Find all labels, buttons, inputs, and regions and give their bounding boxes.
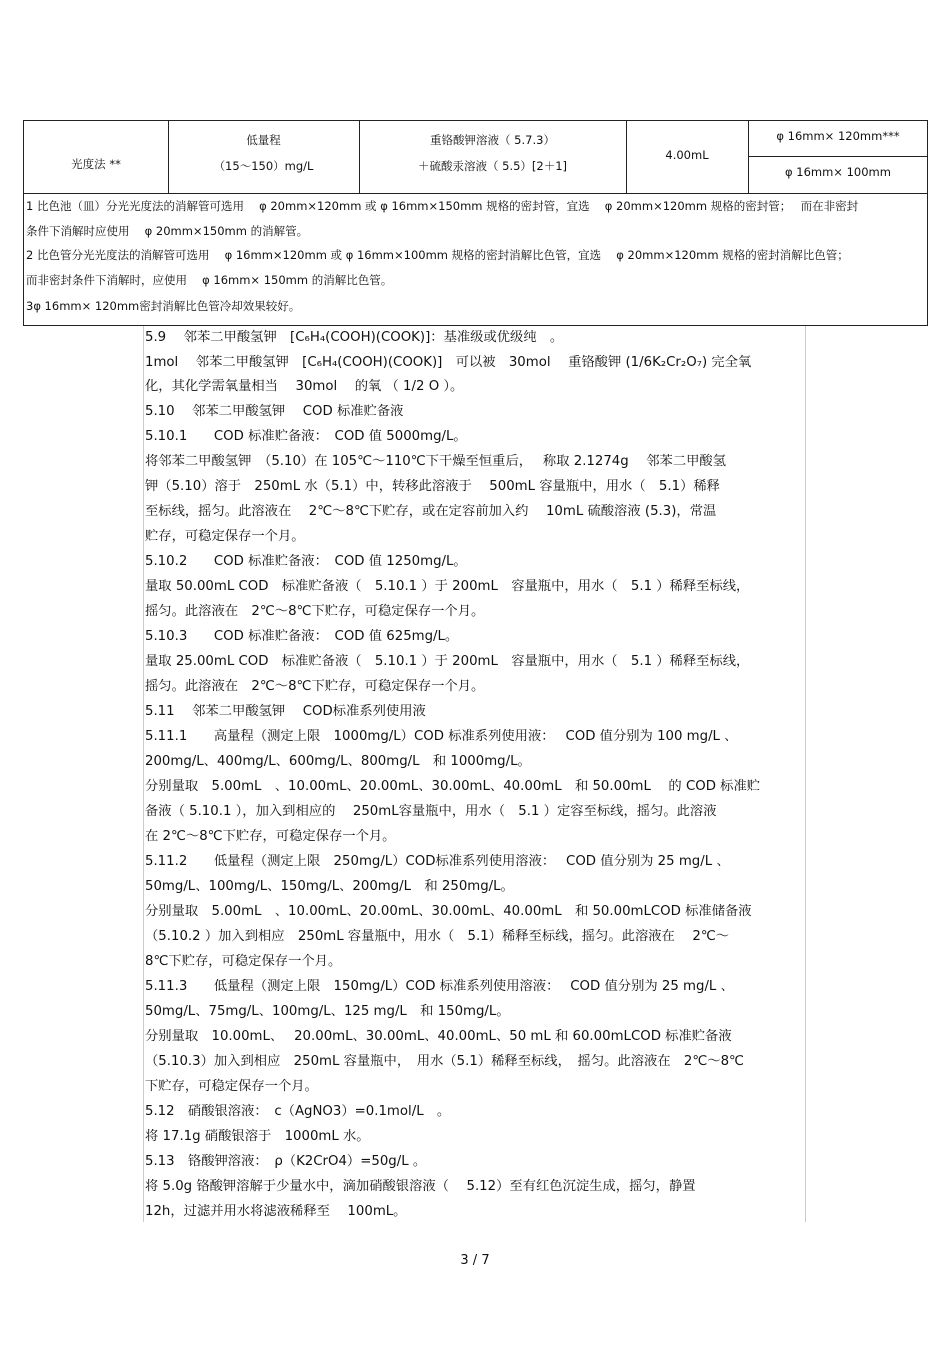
- text-line: 将邻苯二甲酸氢钾 （5.10）在 105℃～110℃下干燥至恒重后， 称取 2.1274g 邻苯二甲酸氢: [145, 454, 727, 469]
- text-line: 5.10.2 COD 标准贮备液： COD 值 1250mg/L。: [145, 554, 467, 569]
- text-line: 分别量取 5.00mL 、10.00mL、20.00mL、30.00mL、40.00mL 和 50.00mLCOD 标准储备液: [145, 904, 752, 919]
- text-line: 5.10.1 COD 标准贮备液： COD 值 5000mg/L。: [145, 429, 467, 444]
- text-line: 5.10.3 COD 标准贮备液： COD 值 625mg/L。: [145, 629, 459, 644]
- text-line: 5.12 硝酸银溶液： c（AgNO3）=0.1mol/L 。: [145, 1104, 451, 1119]
- table-note: 条件下消解时应使用 φ 20mm×150mm 的消解管。: [26, 224, 309, 238]
- table-divider: [24, 193, 928, 194]
- text-line: 钾（5.10）溶于 250mL 水（5.1）中，转移此溶液于 500mL 容量瓶中，用水（ 5.1）稀释: [145, 479, 720, 494]
- text-line: 分别量取 10.00mL、 20.00mL、30.00mL、40.00mL、50 mL 和 60.00mLCOD 标准贮备液: [145, 1029, 732, 1044]
- table-note: 而非密封条件下消解时，应使用 φ 16mm× 150mm 的消解比色管。: [26, 273, 393, 287]
- text-line: 在 2℃～8℃下贮存，可稳定保存一个月。: [145, 829, 396, 844]
- text-line: 1mol 邻苯二甲酸氢钾 [C₆H₄(COOH)(COOK)] 可以被 30mol 重铬酸钾 (1/6K₂Cr₂O₇) 完全氧: [145, 355, 752, 370]
- text-line: 200mg/L、400mg/L、600mg/L、800mg/L 和 1000mg/L。: [145, 754, 531, 769]
- text-line: 5.11.2 低量程（测定上限 250mg/L）COD标准系列使用溶液： COD 值分别为 25 mg/L 、: [145, 854, 730, 869]
- text-line: 50mg/L、100mg/L、150mg/L、200mg/L 和 250mg/L。: [145, 879, 514, 894]
- text-line: 将 5.0g 铬酸钾溶解于少量水中，滴加硝酸银溶液（ 5.12）至有红色沉淀生成，摇匀，静置: [145, 1179, 696, 1194]
- text-line: 量取 50.00mL COD 标准贮备液（ 5.10.1 ）于 200mL 容量瓶中，用水（ 5.1 ）稀释至标线，: [145, 579, 750, 594]
- table-note: 3φ 16mm× 120mm密封消解比色管冷却效果较好。: [26, 299, 301, 313]
- text-line: 量取 25.00mL COD 标准贮备液（ 5.10.1 ）于 200mL 容量瓶中，用水（ 5.1 ）稀释至标线，: [145, 654, 750, 669]
- text-line: 5.11.3 低量程（测定上限 150mg/L）COD 标准系列使用溶液： COD 值分别为 25 mg/L 、: [145, 979, 734, 994]
- text-line: 5.11.1 高量程（测定上限 1000mg/L）COD 标准系列使用液： COD 值分别为 100 mg/L 、: [145, 729, 738, 744]
- text-line: 5.13 铬酸钾溶液： ρ（K2CrO4）=50g/L 。: [145, 1154, 427, 1169]
- text-line: 贮存，可稳定保存一个月。: [145, 529, 305, 544]
- method-table: [23, 120, 928, 326]
- text-line: 分别量取 5.00mL 、10.00mL、20.00mL、30.00mL、40.00mL 和 50.00mL 的 COD 标准贮: [145, 779, 761, 794]
- text-line: 50mg/L、75mg/L、100mg/L、125 mg/L 和 150mg/L。: [145, 1004, 510, 1019]
- text-line: 备液（ 5.10.1 ），加入到相应的 250mL容量瓶中，用水（ 5.1 ）定容至标线，摇匀。此溶液: [145, 804, 717, 819]
- text-line: 12h，过滤并用水将滤液稀释至 100mL。: [145, 1204, 407, 1219]
- text-line: 摇匀。此溶液在 2℃～8℃下贮存，可稳定保存一个月。: [145, 604, 485, 619]
- table-note: 2 比色管分光光度法的消解管可选用 φ 16mm×120mm 或 φ 16mm×100mm 规格的密封消解比色管，宜选 φ 20mm×120mm 规格的密封消解比色管；: [26, 248, 849, 262]
- volume-cell: 4.00mL: [665, 148, 709, 162]
- page-number: 3 / 7: [460, 1253, 490, 1268]
- text-line: 至标线，摇匀。此溶液在 2℃～8℃下贮存，或在定容前加入约 10mL 硫酸溶液 (5.3)，常温: [145, 504, 717, 519]
- method-cell: 光度法 **: [71, 157, 121, 171]
- text-line: （5.10.2 ）加入到相应 250mL 容量瓶中，用水（ 5.1）稀释至标线，摇匀。此溶液在 2℃～: [145, 929, 730, 944]
- table-note: 1 比色池（皿）分光光度法的消解管可选用 φ 20mm×120mm 或 φ 16mm×150mm 规格的密封管，宜选 φ 20mm×120mm 规格的密封管； 而在非密封: [26, 199, 859, 213]
- text-line: 5.11 邻苯二甲酸氢钾 COD标准系列使用液: [145, 704, 426, 719]
- text-line: 5.10 邻苯二甲酸氢钾 COD 标准贮备液: [145, 404, 404, 419]
- text-line: 化，其化学需氧量相当 30mol 的氧 （ 1/2 O ）。: [145, 379, 464, 394]
- reagent-cell-line1: 重铬酸钾溶液（ 5.7.3）: [430, 133, 555, 147]
- tube-spec-cell: φ 16mm× 120mm***: [776, 129, 900, 143]
- text-line: 摇匀。此溶液在 2℃～8℃下贮存，可稳定保存一个月。: [145, 679, 485, 694]
- text-line: 下贮存，可稳定保存一个月。: [145, 1079, 318, 1094]
- text-line: 8℃下贮存，可稳定保存一个月。: [145, 954, 342, 969]
- reagent-cell-line2: ＋硫酸汞溶液（ 5.5）[2＋1]: [417, 159, 568, 173]
- text-line: （5.10.3）加入到相应 250mL 容量瓶中， 用水（5.1）稀释至标线， 摇匀。此溶液在 2℃～8℃: [145, 1054, 744, 1069]
- table-divider: [359, 121, 360, 193]
- text-line: 5.9 邻苯二甲酸氢钾 [C₆H₄(COOH)(COOK)]：基准级或优级纯 。: [145, 330, 564, 345]
- range-value-cell: （15～150）mg/L: [213, 159, 314, 173]
- text-line: 将 17.1g 硝酸银溶于 1000mL 水。: [145, 1129, 370, 1144]
- table-divider: [748, 156, 928, 157]
- tube-spec-cell: φ 16mm× 100mm: [785, 165, 891, 179]
- range-label-cell: 低量程: [246, 133, 281, 147]
- table-divider: [168, 121, 169, 193]
- body-text: [143, 326, 806, 1222]
